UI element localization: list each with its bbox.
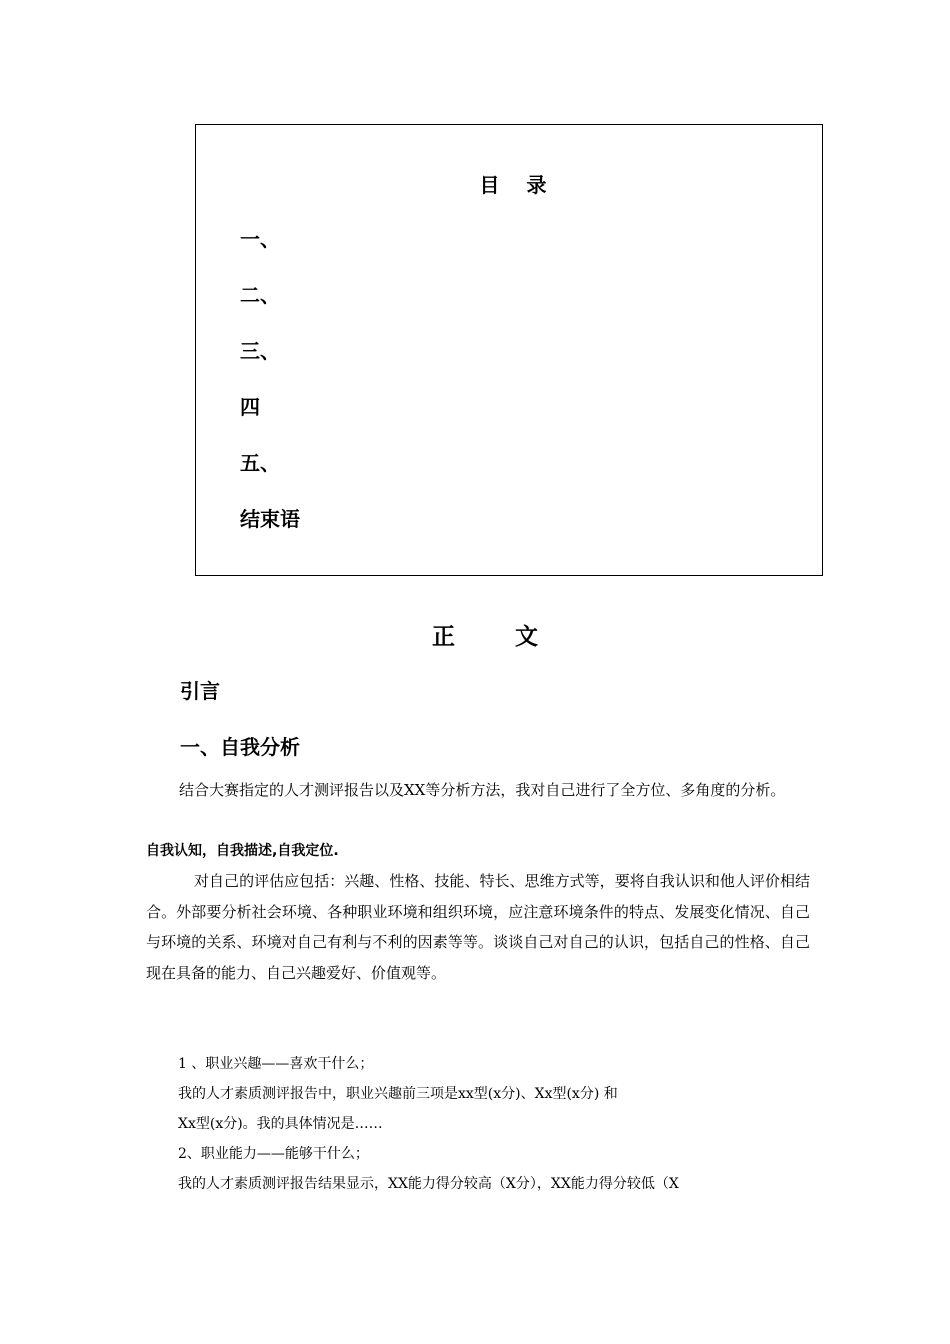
main-heading: 正 文: [431, 624, 564, 650]
ability-report-line: 我的人才素质测评报告结果显示，XX能力得分较高（X分），XX能力得分较低（X: [178, 1176, 679, 1192]
toc-item-4: 四: [240, 395, 260, 419]
toc-item-conclusion: 结束语: [240, 507, 300, 531]
intro-heading: 引言: [180, 679, 220, 703]
toc-title: 目 录: [479, 173, 557, 197]
section1-heading: 一、自我分析: [180, 735, 300, 759]
interest-report-line: 我的人才素质测评报告中，职业兴趣前三项是xx型(x分)、Xx型(x分) 和: [178, 1086, 618, 1102]
toc-item-3: 三、: [240, 339, 280, 363]
interest-detail-line: Xx型(x分)。我的具体情况是……: [178, 1116, 383, 1132]
interest-heading-line: 1 、职业兴趣——喜欢干什么；: [178, 1056, 374, 1072]
toc-item-5: 五、: [240, 451, 280, 475]
toc-item-2: 二、: [240, 283, 280, 307]
toc-item-1: 一、: [240, 227, 280, 251]
self-cognition-line: 自我认知，自我描述,自我定位.: [146, 843, 339, 859]
paragraph-analysis: 结合大赛指定的人才测评报告以及XX等分析方法，我对自己进行了全方位、多角度的分析。: [179, 781, 786, 799]
table-of-contents-box: [195, 124, 823, 576]
ability-heading-line: 2、职业能力——能够干什么；: [178, 1146, 369, 1162]
paragraph-evaluation: 对自己的评估应包括：兴趣、性格、技能、特长、思维方式等，要将自我认识和他人评价相结合。外部要分析社会环境、各种职业环境和组织环境，应注意环境条件的特点、发展变化情况、自己与环境的关系、环境对自己有利与不利的因素等等。谈谈自己对自己的认识，包括自己的性格、自己现在具备的能力、自己兴趣爱好、价值观等。: [146, 872, 810, 982]
